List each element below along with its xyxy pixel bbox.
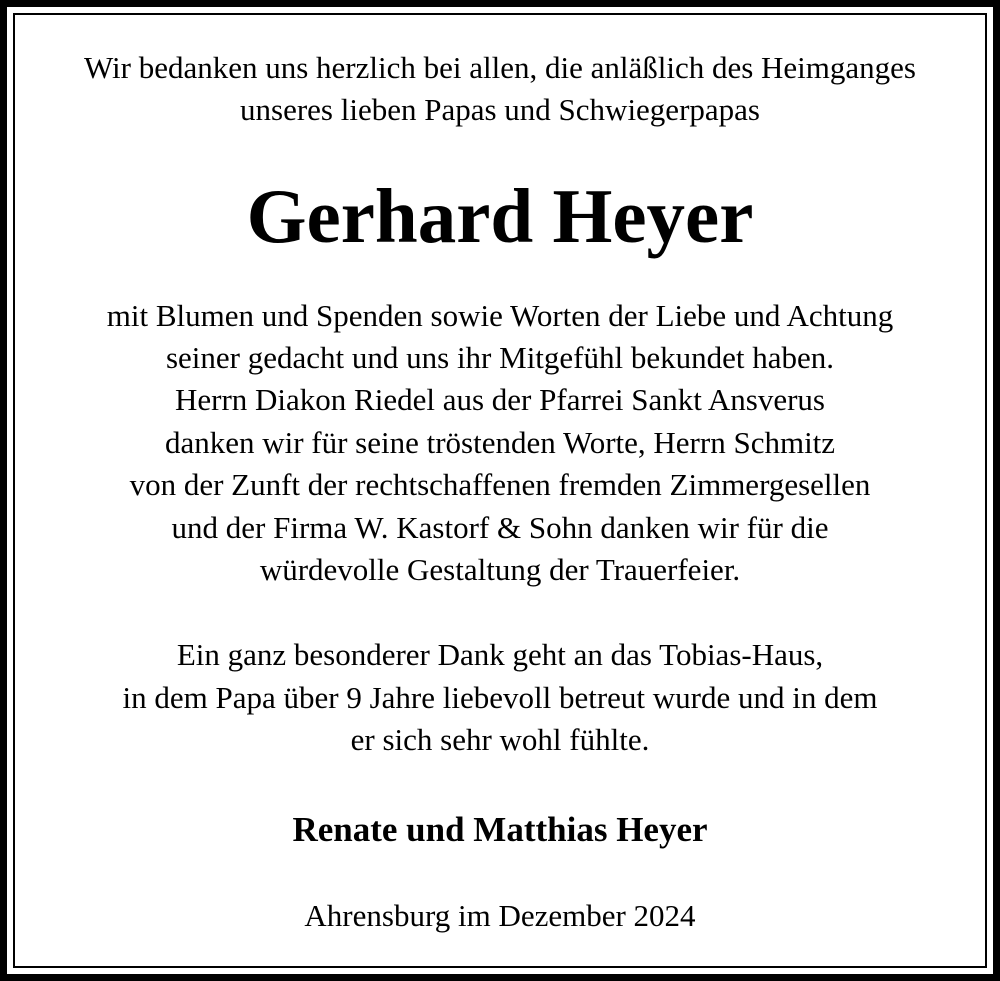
place-date: Ahrensburg im Dezember 2024 [304, 898, 696, 933]
notice-content [15, 15, 985, 966]
deceased-name: Gerhard Heyer [246, 173, 754, 259]
special-thanks-line: er sich sehr wohl fühlte. [350, 722, 650, 757]
special-thanks-line: Ein ganz besonderer Dank geht an das Tobias-Haus, [176, 637, 824, 672]
body-line: würdevolle Gestaltung der Trauerfeier. [259, 552, 741, 587]
body-line: und der Firma W. Kastorf & Sohn danken wir für die [171, 510, 829, 545]
body-line: Herrn Diakon Riedel aus der Pfarrei Sankt Ansverus [175, 382, 825, 417]
intro-line: Wir bedanken uns herzlich bei allen, die anläßlich des Heimganges [83, 50, 916, 85]
intro-line: unseres lieben Papas und Schwiegerpapas [240, 92, 760, 127]
special-thanks-line: in dem Papa über 9 Jahre liebevoll betreut wurde und in dem [122, 680, 878, 715]
body-line: von der Zunft der rechtschaffenen fremden Zimmergesellen [129, 467, 871, 502]
body-line: mit Blumen und Spenden sowie Worten der Liebe und Achtung [106, 298, 894, 333]
body-line: seiner gedacht und uns ihr Mitgefühl bekundet haben. [165, 340, 835, 375]
body-line: danken wir für seine tröstenden Worte, Herrn Schmitz [164, 425, 836, 460]
signers: Renate und Matthias Heyer [292, 810, 708, 849]
